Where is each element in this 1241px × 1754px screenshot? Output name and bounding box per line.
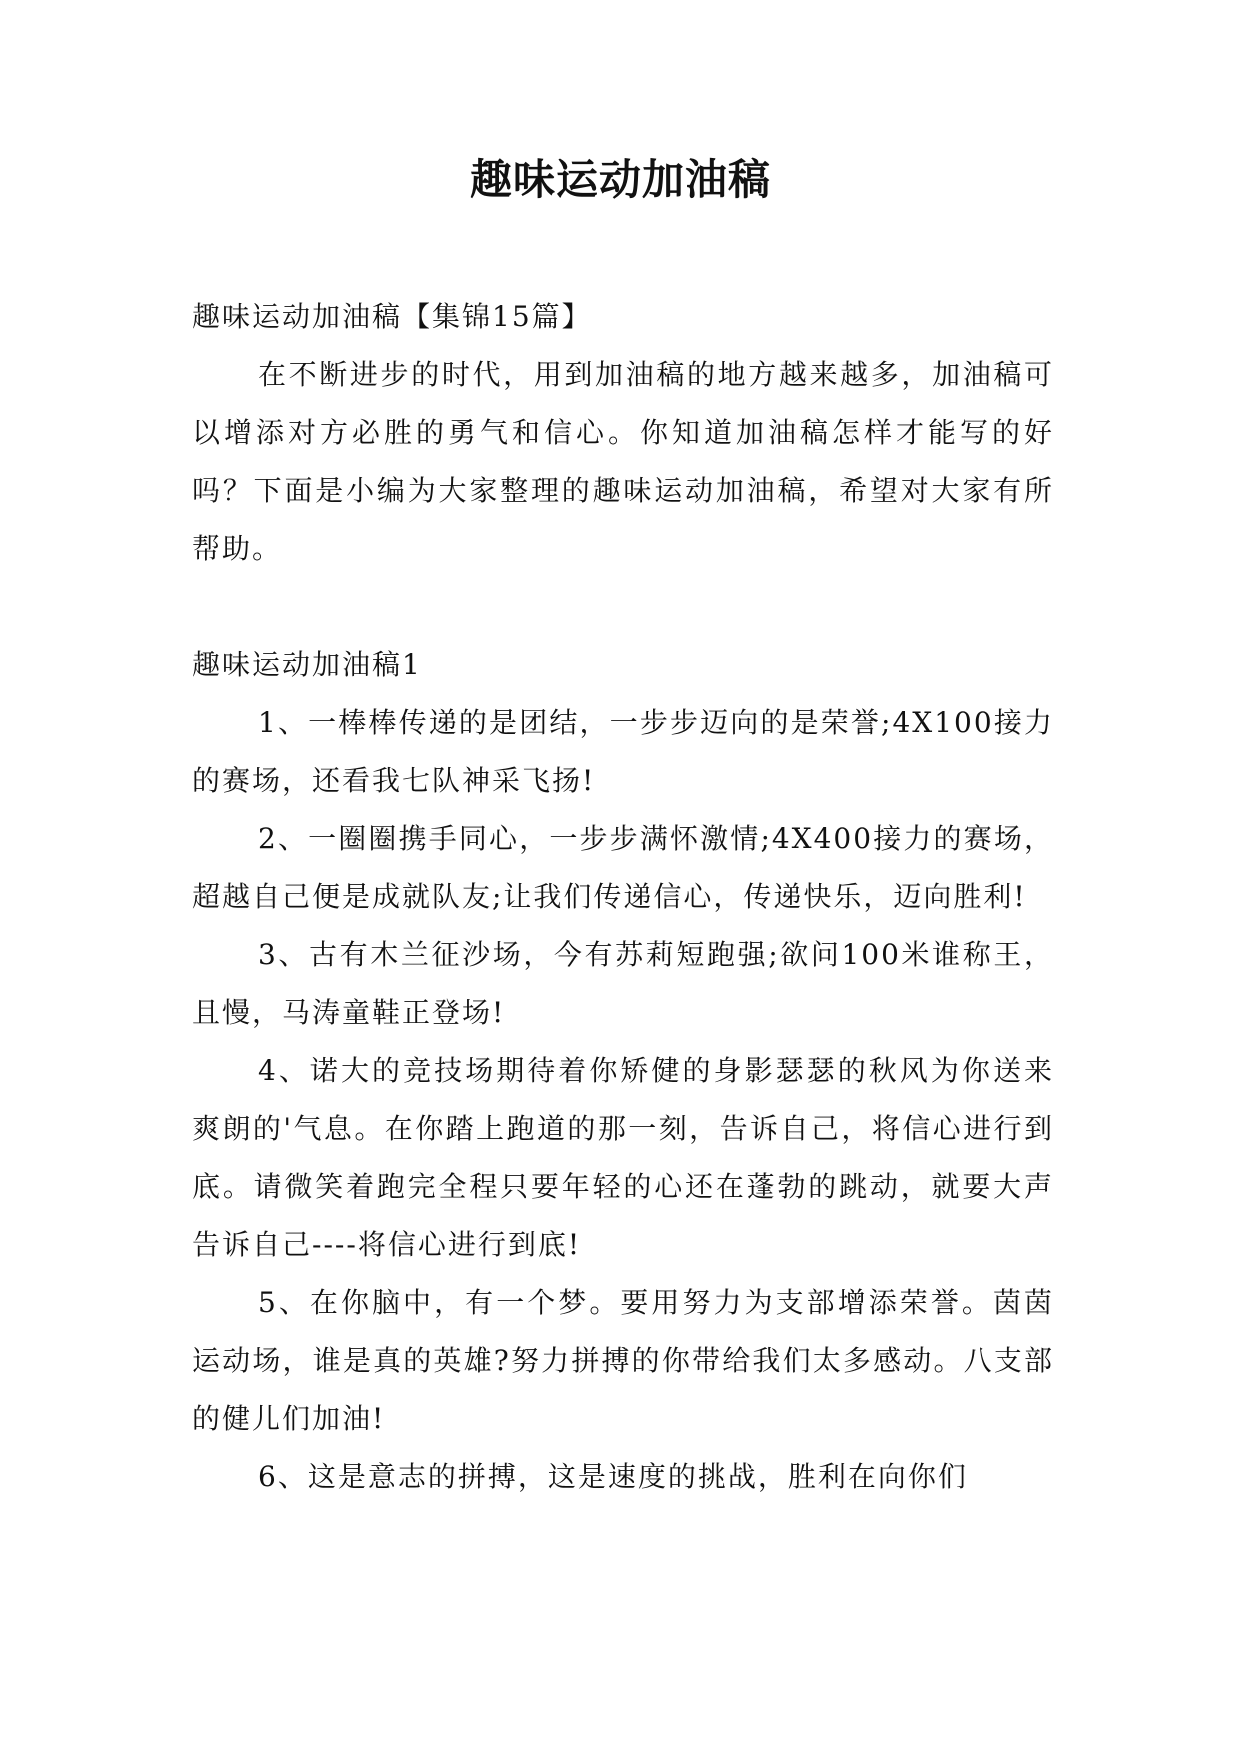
document-title: 趣味运动加油稿 [469, 155, 771, 204]
list-item: 4、诺大的竞技场期待着你矫健的身影瑟瑟的秋风为你送来爽朗的'气息。在你踏上跑道的那一刻，告诉自己，将信心进行到底。请微笑着跑完全程只要年轻的心还在蓬勃的跳动，就要大声告诉自己----将信心进行到底! [192, 1054, 1054, 1261]
document-subtitle: 趣味运动加油稿【集锦15篇】 [192, 300, 592, 333]
list-item: 1、一棒棒传递的是团结，一步步迈向的是荣誉;4X100接力的赛场，还看我七队神采飞扬! [192, 706, 1054, 797]
list-item: 6、这是意志的拼搏，这是速度的挑战，胜利在向你们 [258, 1460, 968, 1493]
list-item: 3、古有木兰征沙场，今有苏莉短跑强;欲问100米谁称王，且慢，马涛童鞋正登场! [192, 938, 1054, 1029]
document-body [192, 288, 1054, 1506]
intro-paragraph: 在不断进步的时代，用到加油稿的地方越来越多，加油稿可以增添对方必胜的勇气和信心。你知道加油稿怎样才能写的好吗？下面是小编为大家整理的趣味运动加油稿，希望对大家有所帮助。 [192, 358, 1054, 565]
paragraph-spacer [192, 578, 1054, 636]
section-heading: 趣味运动加油稿1 [192, 648, 422, 681]
list-item: 2、一圈圈携手同心，一步步满怀激情;4X400接力的赛场，超越自己便是成就队友;让我们传递信心，传递快乐，迈向胜利! [192, 822, 1054, 913]
list-item: 5、在你脑中，有一个梦。要用努力为支部增添荣誉。茵茵运动场，谁是真的英雄?努力拼搏的你带给我们太多感动。八支部的健儿们加油! [192, 1286, 1054, 1435]
